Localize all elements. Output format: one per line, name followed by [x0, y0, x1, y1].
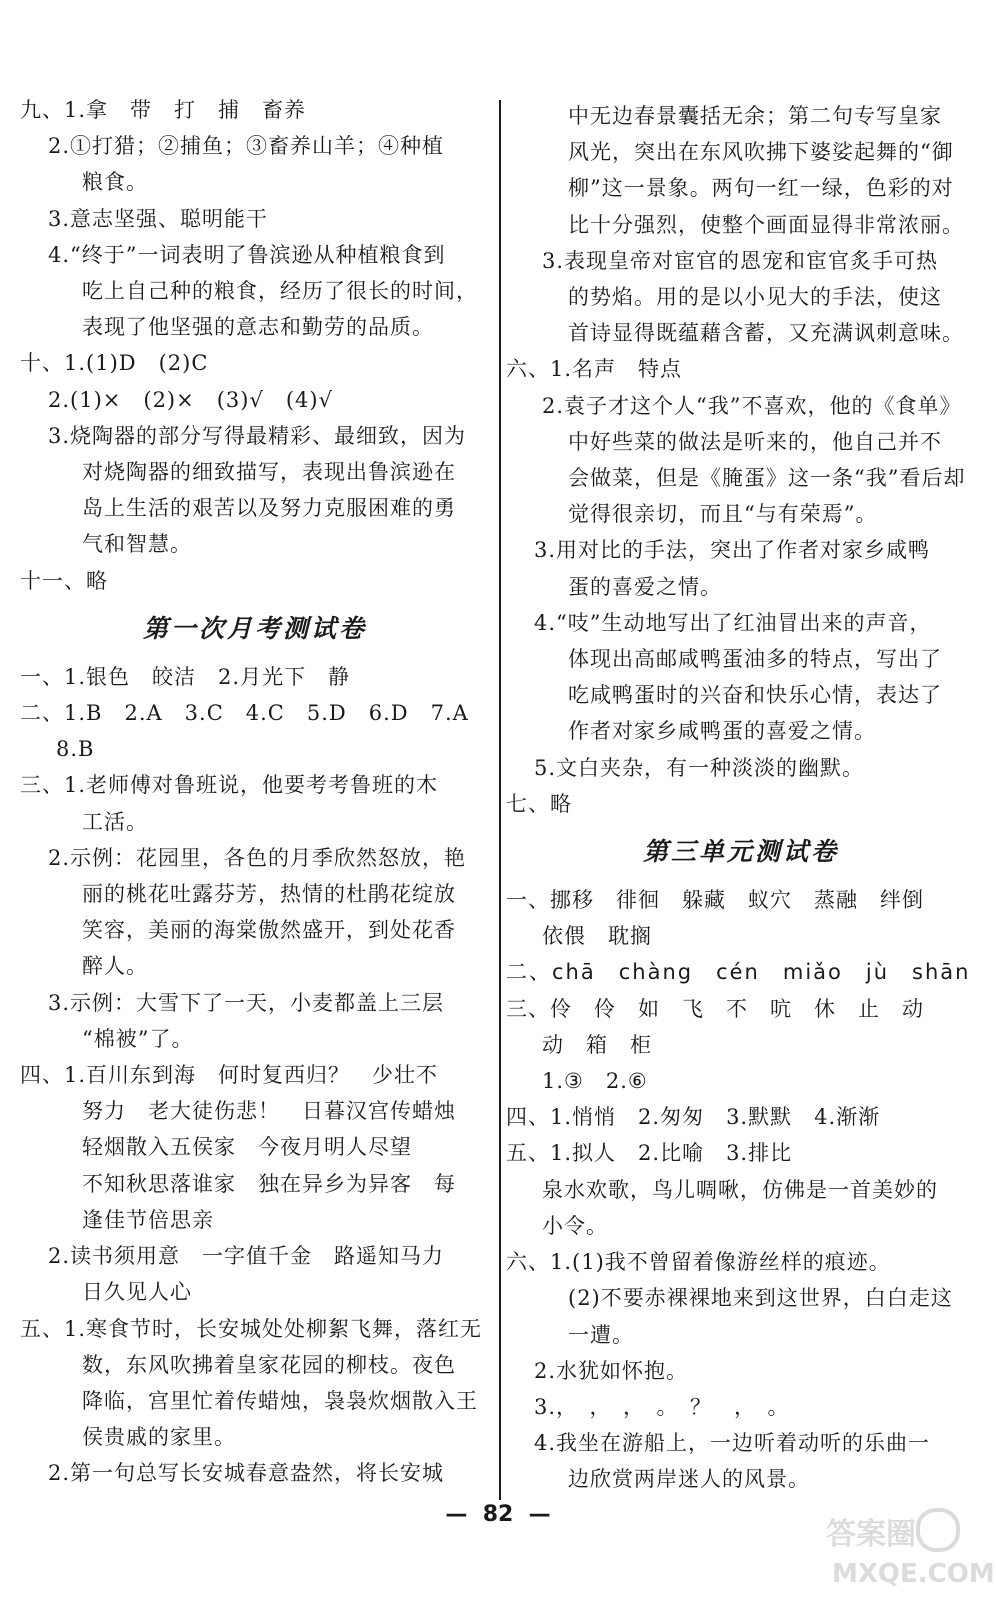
column-divider [499, 100, 501, 1500]
answer-line: 逢佳节倍思亲 [82, 1207, 214, 1232]
answer-line: 的势焰。用的是以小见大的手法，使这 [568, 285, 942, 310]
answer-line: 1.③ 2.⑥ [542, 1069, 648, 1094]
section-title: 第一次月考测试卷 [142, 613, 367, 643]
answer-line: 十一、略 [20, 568, 108, 593]
answer-line: 3.意志坚强、聪明能干 [48, 206, 269, 231]
answer-line: 首诗显得既蕴藉含蓄，又充满讽刺意味。 [568, 321, 964, 346]
answer-line: 醉人。 [82, 954, 148, 979]
answer-line: 侯贵戚的家里。 [82, 1425, 236, 1450]
answer-line: 一、1.银色 皎洁 2.月光下 静 [20, 664, 351, 689]
answer-line: 五、1.寒食节时，长安城处处柳絮飞舞，落红无 [20, 1316, 483, 1341]
watermark-circle [918, 1510, 958, 1550]
watermark-url: MXQE.COM [832, 1559, 995, 1589]
answer-line: 一、挪移 徘徊 躲藏 蚁穴 蒸融 绊倒 [506, 888, 924, 913]
answer-line: 中无边春景囊括无余；第二句专写皇家 [568, 104, 942, 128]
answer-line: 3.烧陶器的部分写得最精彩、最细致，因为 [48, 423, 467, 448]
answer-line: 粮食。 [82, 170, 148, 195]
answer-line: 动 箱 柜 [542, 1032, 652, 1057]
answer-line: 2.示例：花园里，各色的月季欣然怒放，艳 [48, 845, 467, 870]
answer-line: 吃咸鸭蛋时的兴奋和快乐心情，表达了 [568, 683, 942, 708]
page-number-value: 82 [482, 1502, 514, 1527]
answer-line: 气和智慧。 [82, 532, 192, 557]
answer-line: 三、1.老师傅对鲁班说，他要考考鲁班的木 [20, 773, 439, 798]
answer-line: 吃上自己种的粮食，经历了很长的时间， [82, 279, 478, 304]
answer-line: 3.示例：大雪下了一天，小麦都盖上三层 [48, 990, 445, 1015]
left-column [20, 92, 490, 1492]
pinyin-line: 二、chā chàng cén miǎo jù shān [506, 960, 971, 985]
answer-line: 日久见人心 [82, 1280, 192, 1305]
answer-line: 表现了他坚强的意志和勤劳的品质。 [82, 315, 434, 340]
footer-dash-right: — [513, 1502, 551, 1527]
answer-line: 3.用对比的手法，突出了作者对家乡咸鸭 [534, 538, 931, 563]
answer-line: 四、1.百川东到海 何时复西归？ 少壮不 [20, 1063, 439, 1088]
answer-line: 2.水犹如怀抱。 [534, 1358, 689, 1383]
answer-line: 轻烟散入五侯家 今夜月明人尽望 [82, 1135, 412, 1160]
answer-line: 数，东风吹拂着皇家花园的柳枝。夜色 [82, 1352, 456, 1377]
answer-line: 5.文白夹杂，有一种淡淡的幽默。 [534, 755, 865, 780]
answer-line: 2.①打猎；②捕鱼；③畜养山羊；④种植 [48, 134, 445, 159]
answer-line: 中好些菜的做法是听来的，他自己并不 [568, 429, 942, 454]
answer-line: 4.“终于”一词表明了鲁滨逊从种植粮食到 [48, 242, 446, 267]
footer-dash-left: — [445, 1502, 483, 1527]
answer-line: 笑容，美丽的海棠傲然盛开，到处花香 [82, 918, 456, 943]
answer-line: 二、1.B 2.A 3.C 4.C 5.D 6.D 7.A [20, 701, 469, 726]
watermark-logo [822, 1508, 995, 1590]
answer-line: 岛上生活的艰苦以及努力克服困难的勇 [82, 496, 456, 521]
answer-line: 2.第一句总写长安城春意盎然，将长安城 [48, 1461, 445, 1486]
right-column [506, 98, 976, 1498]
answer-line: 十、1.(1)D (2)C [20, 351, 209, 376]
answer-line: 不知秋思落谁家 独在异乡为异客 每 [82, 1171, 456, 1196]
answer-line: 九、1.拿 带 打 捕 畜养 [20, 98, 307, 122]
answer-line: (2)不要赤裸裸地来到这世界，白白走这 [568, 1286, 953, 1311]
answer-line: 依偎 耽搁 [542, 924, 652, 949]
answer-line: 六、1.名声 特点 [506, 357, 683, 382]
answer-line: 努力 老大徒伤悲！ 日暮汉宫传蜡烛 [82, 1099, 456, 1124]
answer-line: 对烧陶器的细致描写，表现出鲁滨逊在 [82, 460, 456, 485]
watermark-mark: 答案圈 [826, 1517, 916, 1552]
answer-line: 降临，宫里忙着传蜡烛，袅袅炊烟散入王 [82, 1388, 478, 1413]
answer-line: 2.读书须用意 一字值千金 路遥知马力 [48, 1244, 445, 1269]
answer-line: 作者对家乡咸鸭蛋的喜爱之情。 [568, 719, 876, 744]
answer-line: 柳”这一景象。两句一红一绿，色彩的对 [568, 176, 954, 201]
section-title: 第三单元测试卷 [642, 837, 839, 867]
answer-line: 五、1.拟人 2.比喻 3.排比 [506, 1141, 793, 1166]
answer-line: 三、伶 伶 如 飞 不 吭 休 止 动 [506, 996, 924, 1021]
answer-line: 4.我坐在游船上，一边听着动听的乐曲一 [534, 1431, 931, 1456]
answer-line: 8.B [56, 737, 95, 762]
answer-line: 体现出高邮咸鸭蛋油多的特点，写出了 [568, 647, 942, 672]
answer-line: 比十分强烈，使整个画面显得非常浓丽。 [568, 212, 964, 237]
answer-line: 六、1.(1)我不曾留着像游丝样的痕迹。 [506, 1250, 891, 1275]
answer-line: 一遭。 [568, 1322, 634, 1347]
answer-line: 2.袁子才这个人“我”不喜欢，他的《食单》 [542, 393, 962, 418]
answer-line: 丽的桃花吐露芬芳，热情的杜鹃花绽放 [82, 882, 456, 907]
answer-line: 会做菜，但是《腌蛋》这一条“我”看后却 [568, 466, 966, 491]
answer-line: 风光，突出在东风吹拂下婆娑起舞的“御 [568, 140, 954, 165]
answer-line: 3.表现皇帝对宦官的恩宠和宦官炙手可热 [542, 248, 939, 273]
answer-line: 泉水欢歌，鸟儿啁啾，仿佛是一首美妙的 [542, 1177, 938, 1202]
answer-line: 4.“吱”生动地写出了红油冒出来的声音， [534, 610, 932, 635]
answer-line: 七、略 [506, 791, 572, 816]
answer-line: 工活。 [82, 809, 148, 834]
answer-line: “棉被”了。 [82, 1026, 194, 1051]
answer-line: 四、1.悄悄 2.匆匆 3.默默 4.渐渐 [506, 1105, 881, 1130]
answer-line: 蛋的喜爱之情。 [568, 574, 722, 599]
answer-line: 3.， ， ， 。 ？ ， 。 [534, 1394, 790, 1419]
answer-line: 边欣赏两岸迷人的风景。 [568, 1467, 810, 1492]
answer-line: 觉得很亲切，而且“与有荣焉”。 [568, 502, 878, 527]
answer-line: 小令。 [542, 1213, 608, 1238]
answer-line: 2.(1)× (2)× (3)√ (4)√ [48, 387, 333, 412]
